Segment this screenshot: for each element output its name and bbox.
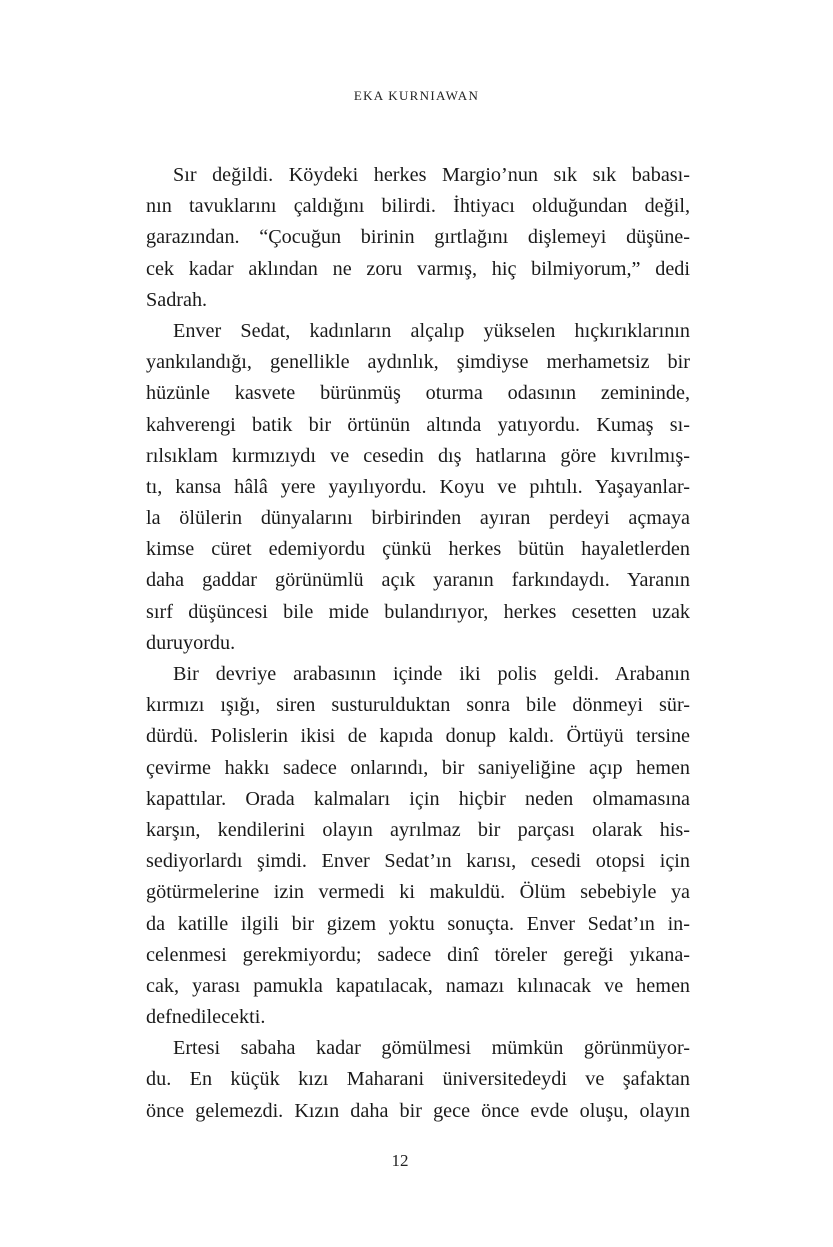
text-line: yankılandığı, genellikle aydınlık, şimdiyse merhametsiz bir	[146, 351, 690, 374]
text-line: kahverengi batik bir örtünün altında yatıyordu. Kumaş sı-	[146, 413, 690, 436]
text-line: garazından. “Çocuğun birinin gırtlağını dişlemeyi düşüne-	[146, 226, 690, 249]
text-line: daha gaddar görünümlü açık yaranın farkındaydı. Yaranın	[146, 569, 690, 592]
running-head-author: EKA KURNIAWAN	[353, 88, 480, 103]
page-number: 12	[391, 1151, 409, 1170]
text-line: du. En küçük kızı Maharani üniversitedeydi ve şafaktan	[146, 1068, 690, 1091]
body-text	[146, 160, 690, 1127]
text-line: duruyordu.	[146, 631, 236, 654]
text-line: götürmelerine izin vermedi ki makuldü. Ölüm sebebiyle ya	[146, 881, 690, 904]
paragraph	[146, 316, 690, 659]
text-line: Ertesi sabaha kadar gömülmesi mümkün görünmüyor-	[173, 1037, 690, 1060]
text-line: çevirme hakkı sadece onlarındı, bir saniyeliğine açıp hemen	[146, 756, 690, 779]
text-line: cak, yarası pamukla kapatılacak, namazı kılınacak ve hemen	[146, 974, 690, 997]
text-line: kırmızı ışığı, siren susturulduktan sonra bile dönmeyi sür-	[146, 694, 690, 717]
text-line: karşın, kendilerini olayın ayrılmaz bir parçası olarak his-	[146, 818, 690, 841]
text-line: Sır değildi. Köydeki herkes Margio’nun sık sık babası-	[173, 164, 690, 186]
text-line: Bir devriye arabasının içinde iki polis geldi. Arabanın	[173, 663, 690, 685]
text-line: tı, kansa hâlâ yere yayılıyordu. Koyu ve pıhtılı. Yaşayanlar-	[146, 475, 690, 498]
text-line: rılsıklam kırmızıydı ve cesedin dış hatlarına göre kıvrılmış-	[146, 444, 690, 467]
text-line: la ölülerin dünyalarını birbirinden ayıran perdeyi açmaya	[146, 507, 690, 530]
text-line: nın tavuklarını çaldığını bilirdi. İhtiyacı olduğundan değil,	[146, 195, 690, 218]
text-line: defnedilecekti.	[146, 1006, 266, 1029]
text-line: da katille ilgili bir gizem yoktu sonuçta. Enver Sedat’ın in-	[146, 912, 690, 935]
text-line: kapattılar. Orada kalmaları için hiçbir neden olmamasına	[146, 787, 690, 810]
text-line: hüzünle kasvete bürünmüş oturma odasının zemininde,	[146, 382, 690, 405]
text-line: cek kadar aklından ne zoru varmış, hiç bilmiyorum,” dedi	[146, 257, 690, 280]
text-line: sediyorlardı şimdi. Enver Sedat’ın karısı, cesedi otopsi için	[146, 850, 690, 873]
text-line: celenmesi gerekmiyordu; sadece dinî töreler gereği yıkana-	[146, 943, 690, 966]
paragraph	[146, 160, 690, 316]
text-line: kimse cüret edemiyordu çünkü herkes bütün hayaletlerden	[146, 538, 690, 561]
text-line: önce gelemezdi. Kızın daha bir gece önce evde oluşu, olayın	[146, 1099, 690, 1122]
paragraph	[146, 1033, 690, 1127]
text-line: Enver Sedat, kadınların alçalıp yükselen hıçkırıklarının	[173, 319, 690, 342]
text-line: dürdü. Polislerin ikisi de kapıda donup kaldı. Örtüyü tersine	[146, 725, 690, 748]
text-line: Sadrah.	[146, 288, 208, 311]
paragraph	[146, 659, 690, 1033]
text-line: sırf düşüncesi bile mide bulandırıyor, herkes cesetten uzak	[146, 600, 690, 623]
